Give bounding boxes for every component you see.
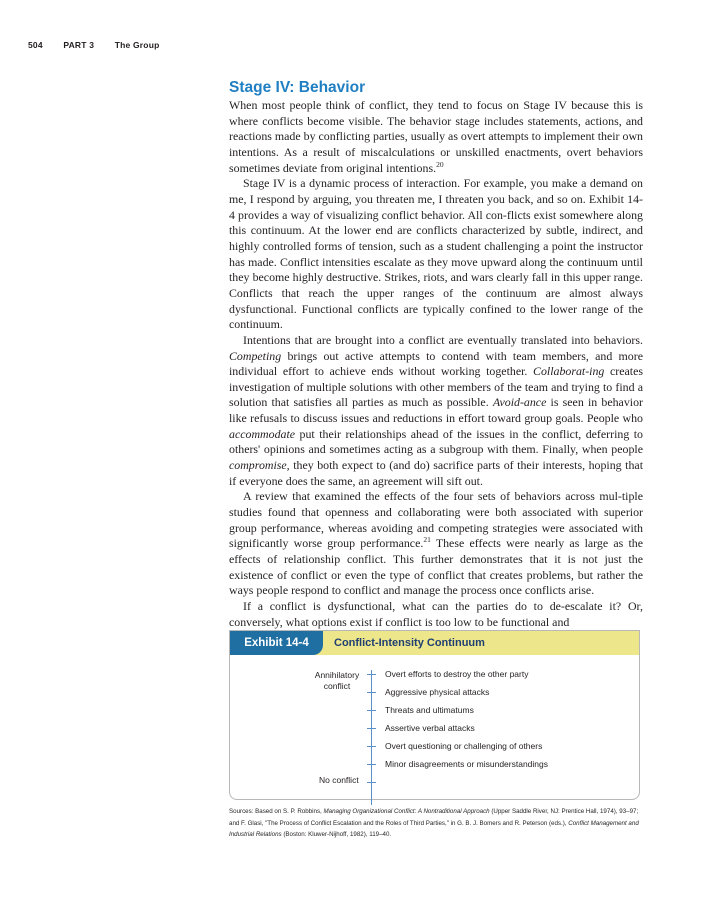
continuum-level-5: Overt questioning or challenging of others (385, 741, 543, 751)
continuum-tick (367, 674, 376, 675)
axis-top-label-line1: Annihilatory (314, 670, 360, 680)
continuum-tick (367, 692, 376, 693)
exhibit-header (230, 631, 639, 655)
continuum-tick (367, 746, 376, 747)
paragraph-3-text-b: brings out active attempts to contend with team members, and more individual effort to achieve ends without working together. (229, 348, 643, 379)
paragraph-3-text-e: put their relationships ahead of the issues in the conflict, deferring to others' opinions and sometimes acting as a subgroup with them. Finally, when people (229, 426, 643, 457)
term-collaborating: Collaborat-ing (533, 364, 605, 379)
axis-top-label-line2: conflict (323, 681, 351, 691)
part-label: PART 3 (63, 40, 95, 50)
term-compromise: compromise, (229, 458, 290, 473)
sources-book-1: Managing Organizational Conflict: A Nontraditional Approach (323, 808, 490, 815)
continuum-diagram (230, 655, 639, 800)
paragraph-5-text: If a conflict is dysfunctional, what can the parties do to de-escalate it? Or, conversely, what options exist if conflict is too low to be functional and (229, 599, 643, 629)
part-title: The Group (114, 40, 160, 50)
continuum-tick (367, 782, 376, 783)
continuum-tick (367, 764, 376, 765)
exhibit-sources (229, 806, 643, 841)
continuum-level-6: Minor disagreements or misunderstandings (385, 759, 548, 769)
paragraph-3-text-d: is seen in behavior like refusals to discuss issues and reductions in effort toward group goals. People who (229, 395, 643, 426)
continuum-level-3: Threats and ultimatums (385, 705, 474, 715)
paragraph-4-text-b: These effects were nearly as large as the effects of relationship conflict. This further demonstrates that it is not just the existence of conflict or even the type of conflict that creates problems, but rather the ways people respond to conflict and manage the process once conflicts arise. (229, 536, 644, 598)
exhibit-box (229, 630, 640, 800)
sources-book-2: Conflict Management and Industrial Relations (229, 819, 639, 838)
exhibit-number: Exhibit 14-4 (230, 631, 323, 655)
continuum-tick (367, 710, 376, 711)
paragraph-1 (229, 98, 643, 176)
paragraph-2 (229, 176, 643, 333)
paragraph-3-text-a: Intentions that are brought into a conflict are eventually translated into behaviors. (243, 332, 643, 347)
body-text (229, 98, 643, 630)
paragraph-3-text-c: creates investigation of multiple solutions with other members of the team and trying to find a solution that satisfies all parties as much as possible. (229, 364, 644, 410)
paragraph-4-text-a: A review that examined the effects of the four sets of behaviors across mul-tiple studies found that openness and collaborating were both associated with superior group performance, whereas avoiding and competing strategies were associated with significantly worse group performance. (229, 489, 643, 551)
term-competing: Competing (229, 348, 282, 363)
term-avoidance: Avoid-ance (492, 395, 547, 410)
page-number: 504 (28, 40, 43, 50)
paragraph-1-text: When most people think of conflict, they tend to focus on Stage IV because this is where conflicts become visible. The behavior stage includes statements, actions, and reactions made by conflicting parties, usually as overt attempts to implement their own intentions. As a result of miscalculations or unskilled enactments, overt behaviors sometimes deviate from original intentions. (229, 98, 643, 175)
continuum-level-2: Aggressive physical attacks (385, 687, 490, 697)
axis-top-label (312, 670, 362, 692)
paragraph-2-text: Stage IV is a dynamic process of interaction. For example, you make a demand on me, I respond by arguing, you threaten me, I threaten you back, and so on. Exhibit 14-4 provides a way of visualizing conflict behavior. All con-flicts exist somewhere along this continuum. At the lower end are conflicts characterized by subtle, indirect, and highly controlled forms of tension, such as a student challenging a point the instructor has made. Conflict intensities escalate as they move upward along the continuum until they become highly destructive. Strikes, riots, and wars clearly fall in this upper range. Conflicts that reach the upper ranges of the continuum are almost always dysfunctional. Functional conflicts are typically confined to the lower range of the continuum. (229, 176, 643, 332)
footnote-ref-20: 20 (436, 159, 444, 169)
paragraph-5 (229, 599, 643, 630)
paragraph-4 (229, 489, 643, 599)
footnote-ref-21: 21 (423, 535, 431, 545)
running-head (28, 40, 178, 50)
continuum-axis (371, 670, 372, 805)
sources-text-b: (Upper Saddle River, NJ: Prentice Hall, 1974), 93–97; and F. Glasi, "The Process of Conflict Escalation and the Roles of Third Parties," in G. B. J. Bomers and R. Peterson (eds.), (229, 808, 639, 827)
sources-text-a: Sources: Based on S. P. Robbins, (229, 808, 324, 815)
continuum-level-1: Overt efforts to destroy the other party (385, 669, 529, 679)
exhibit-title: Conflict-Intensity Continuum (334, 637, 485, 649)
axis-bottom-label: No conflict (319, 775, 359, 785)
paragraph-3-text-f: they both expect to (and do) sacrifice parts of their interests, hoping that if everyone does the same, an agreement will sift out. (229, 458, 643, 488)
paragraph-3 (229, 333, 643, 490)
continuum-level-4: Assertive verbal attacks (385, 723, 475, 733)
continuum-tick (367, 728, 376, 729)
sources-text-c: (Boston: Kluwer-Nijhoff, 1982), 119–40. (281, 831, 392, 838)
section-title: Stage IV: Behavior (229, 79, 366, 96)
term-accommodate: accommodate (229, 426, 296, 441)
